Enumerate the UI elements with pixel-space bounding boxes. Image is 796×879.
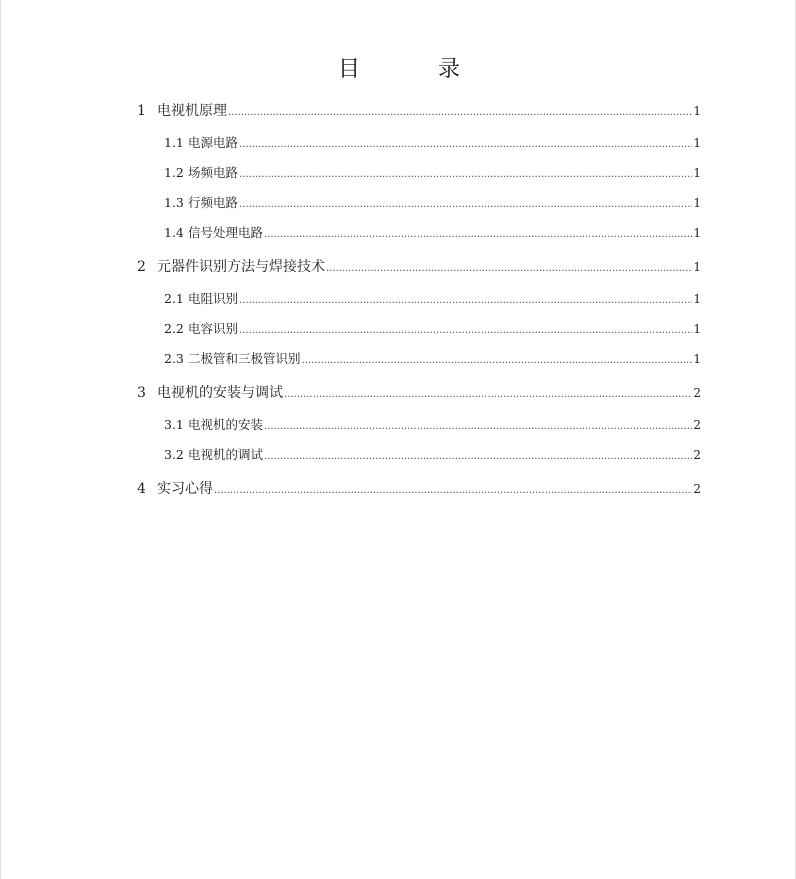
toc-entry-page: 1 xyxy=(693,196,701,210)
toc-entry-number: 4 xyxy=(137,481,146,497)
toc-entry-number: 2.3 xyxy=(164,351,184,366)
dot-leader xyxy=(239,169,692,180)
toc-entry[interactable] xyxy=(137,382,701,402)
toc-entry[interactable] xyxy=(164,133,701,151)
dot-leader xyxy=(239,295,692,306)
toc-entry[interactable] xyxy=(164,319,701,337)
toc-entry[interactable] xyxy=(164,289,701,307)
toc-entry-page: 1 xyxy=(693,292,701,306)
toc-entry-page: 2 xyxy=(693,448,701,462)
dot-leader xyxy=(239,199,692,210)
toc-entry-title: 电视机原理 xyxy=(157,103,227,119)
toc-entry-title: 二极管和三极管识别 xyxy=(188,351,301,366)
dot-leader xyxy=(264,229,692,240)
toc-entry-title: 实习心得 xyxy=(157,481,213,497)
toc-entry[interactable] xyxy=(164,223,701,241)
toc-entry[interactable] xyxy=(164,163,701,181)
toc-entry-page: 1 xyxy=(693,136,701,150)
toc-entry-title: 元器件识别方法与焊接技术 xyxy=(157,259,325,275)
toc-entry-title: 电容识别 xyxy=(188,321,239,336)
toc-entry[interactable] xyxy=(137,100,701,120)
toc-entry[interactable] xyxy=(164,415,701,433)
toc-entry-page: 1 xyxy=(693,166,701,180)
toc-entry-page: 1 xyxy=(693,260,701,274)
toc-entry-title: 电阻识别 xyxy=(188,291,239,306)
toc-entry-title: 电视机的调试 xyxy=(188,447,264,462)
toc-entry-title: 场频电路 xyxy=(188,165,239,180)
toc-entry-number: 2.1 xyxy=(164,291,184,306)
dot-leader xyxy=(239,325,692,336)
toc-entry-number: 1.1 xyxy=(164,135,184,150)
toc-entry[interactable] xyxy=(164,445,701,463)
toc-entry-number: 3 xyxy=(137,385,146,401)
toc-entry-title: 电源电路 xyxy=(188,135,239,150)
toc-title: 目 录 xyxy=(337,57,488,82)
dot-leader xyxy=(284,389,692,400)
toc-entry-number: 1 xyxy=(137,103,146,119)
toc-entry-number: 2 xyxy=(137,259,146,275)
toc-entry-page: 1 xyxy=(693,226,701,240)
toc-entry-title: 信号处理电路 xyxy=(188,225,264,240)
toc-entry-title: 电视机的安装 xyxy=(188,417,264,432)
toc-entry-page: 2 xyxy=(693,418,701,432)
dot-leader xyxy=(326,263,692,274)
toc-entry-title: 行频电路 xyxy=(188,195,239,210)
toc-entry-number: 1.2 xyxy=(164,165,184,180)
toc-entry-number: 3.2 xyxy=(164,447,184,462)
toc-entry-page: 2 xyxy=(693,482,701,496)
dot-leader xyxy=(239,139,692,150)
toc-entry-number: 1.4 xyxy=(164,225,184,240)
toc-entry-number: 1.3 xyxy=(164,195,184,210)
toc-entry[interactable] xyxy=(164,193,701,211)
toc-entry[interactable] xyxy=(164,349,701,367)
dot-leader xyxy=(214,485,692,496)
toc-entry-title: 电视机的安装与调试 xyxy=(157,385,283,401)
toc-entry-page: 1 xyxy=(693,104,701,118)
dot-leader xyxy=(302,355,693,366)
toc-entry-number: 3.1 xyxy=(164,417,184,432)
toc-entry-page: 1 xyxy=(693,352,701,366)
toc-entry[interactable] xyxy=(137,256,701,276)
toc-entry-number: 2.2 xyxy=(164,321,184,336)
toc-entry-page: 1 xyxy=(693,322,701,336)
dot-leader xyxy=(264,451,692,462)
dot-leader xyxy=(264,421,692,432)
toc-entry-page: 2 xyxy=(693,386,701,400)
dot-leader xyxy=(228,107,692,118)
toc-entry[interactable] xyxy=(137,478,701,498)
